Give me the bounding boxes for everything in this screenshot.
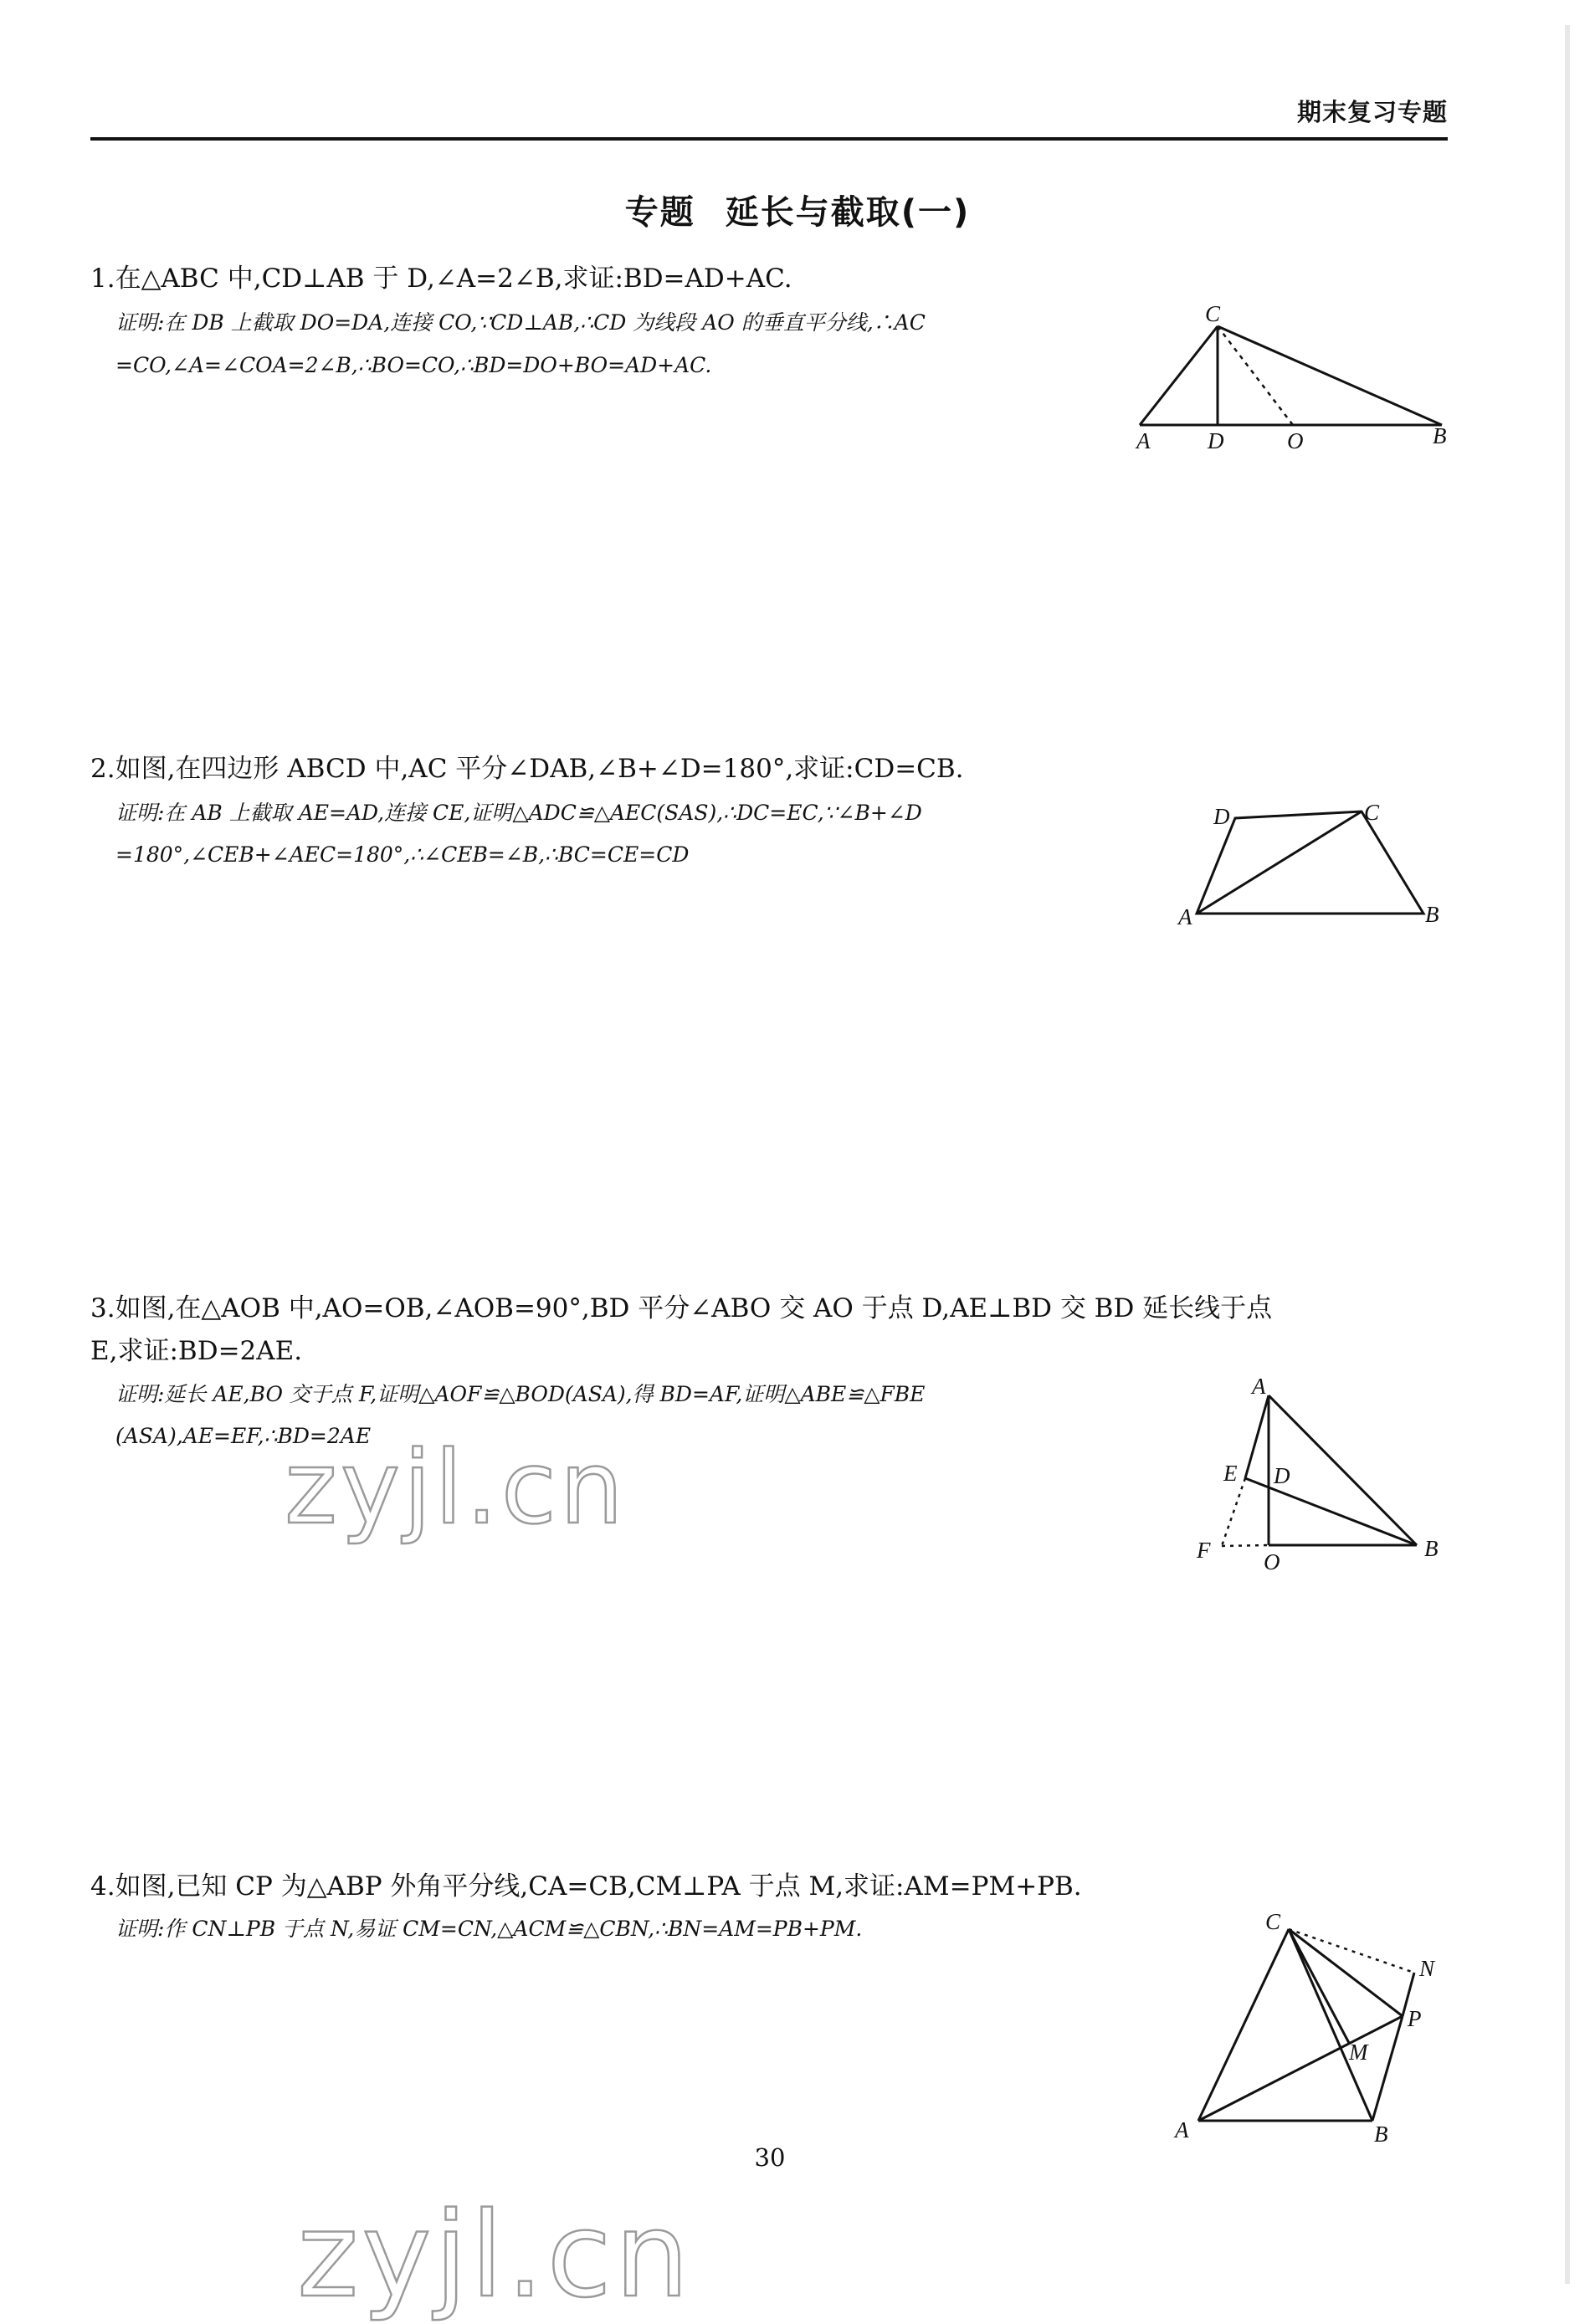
watermark-mid: zyjl.cn	[285, 1431, 627, 1547]
segment-ef-dashed	[1222, 1478, 1245, 1546]
label-d: D	[1208, 428, 1224, 453]
label-c: C	[1364, 800, 1380, 825]
label-a: A	[1136, 428, 1151, 453]
problem-4-proof-line-1: 证明:作 CN⊥PB 于点 N,易证 CM=CN,△ACM≌△CBN,∴BN=AM=PB+PM.	[115, 1917, 863, 1941]
segment-ca	[1198, 1929, 1289, 2121]
title-prefix: 专题	[624, 193, 695, 232]
problem-2-proof-line-1: 证明:在 AB 上截取 AE=AD,连接 CE,证明△ADC≌△AEC(SAS),∴DC=EC,∵∠B+∠D	[115, 801, 922, 825]
problem-1-proof-line-1: 证明:在 DB 上截取 DO=DA,连接 CO,∵CD⊥AB,∴CD 为线段 AO 的垂直平分线,∴AC	[115, 310, 926, 335]
segment-cb	[1218, 326, 1442, 425]
problem-3-proof-line-2: (ASA),AE=EF,∴BD=2AE	[115, 1424, 372, 1448]
segment-co-dashed	[1218, 326, 1293, 425]
problem-4-question: 4.如图,已知 CP 为△ABP 外角平分线,CA=CB,CM⊥PA 于点 M,求证:AM=PM+PB.	[90, 1871, 1082, 1902]
header-section-label: 期末复习专题	[1296, 98, 1448, 126]
problem-3-question-line-2: E,求证:BD=2AE.	[90, 1336, 303, 1366]
label-m: M	[1349, 2040, 1368, 2065]
segment-cb	[1289, 1929, 1372, 2121]
label-b: B	[1425, 902, 1439, 927]
label-a: A	[1252, 1374, 1266, 1399]
segment-eb	[1245, 1478, 1417, 1545]
label-o: O	[1264, 1549, 1280, 1574]
problem-2-question: 2.如图,在四边形 ABCD 中,AC 平分∠DAB,∠B+∠D=180°,求证:CD=CB.	[90, 754, 964, 784]
problem-1-proof-line-2: =CO,∠A=∠COA=2∠B,∴BO=CO,∴BD=DO+BO=AD+AC.	[115, 353, 712, 377]
problem-1-figure	[1121, 301, 1473, 460]
segment-ap	[1198, 2016, 1403, 2121]
problem-3-proof-line-1: 证明:延长 AE,BO 交于点 F,证明△AOF≌△BOD(ASA),得 BD=AF,证明△ABE≌△FBE	[115, 1382, 926, 1406]
label-a: A	[1175, 2117, 1189, 2142]
segment-cm	[1289, 1929, 1349, 2043]
header-rule	[90, 137, 1448, 141]
quadrilateral-abcd	[1197, 811, 1423, 914]
segment-ab	[1269, 1395, 1417, 1545]
label-b: B	[1424, 1536, 1439, 1561]
label-p: P	[1408, 2006, 1422, 2031]
page-number: 30	[754, 2143, 786, 2172]
label-c: C	[1205, 301, 1221, 326]
segment-ac	[1140, 326, 1218, 425]
segment-fo-dashed	[1222, 1545, 1269, 1546]
problem-3-question-line-1: 3.如图,在△AOB 中,AO=OB,∠AOB=90°,BD 平分∠ABO 交 AO 于点 D,AE⊥BD 交 BD 延长线于点	[90, 1293, 1273, 1323]
problem-2-proof-line-2: =180°,∠CEB+∠AEC=180°,∴∠CEB=∠B,∴BC=CE=CD	[115, 842, 690, 867]
page-edge-shadow	[1565, 25, 1570, 2284]
label-o: O	[1287, 428, 1304, 453]
title-main: 延长与截取(一)	[725, 193, 971, 232]
label-f: F	[1197, 1538, 1211, 1563]
label-a: A	[1178, 904, 1192, 929]
problem-4-figure	[1163, 1899, 1473, 2150]
segment-ae	[1245, 1395, 1269, 1478]
label-b: B	[1374, 2122, 1388, 2147]
watermark-bottom: zyjl.cn	[297, 2188, 693, 2324]
label-c: C	[1265, 1909, 1281, 1934]
label-e: E	[1223, 1461, 1238, 1486]
problem-3-figure	[1180, 1372, 1456, 1581]
problem-1-question: 1.在△ABC 中,CD⊥AB 于 D,∠A=2∠B,求证:BD=AD+AC.	[90, 264, 792, 294]
segment-pb	[1372, 2016, 1403, 2121]
problem-2-figure	[1163, 795, 1464, 937]
label-d: D	[1213, 804, 1230, 829]
label-d: D	[1274, 1463, 1290, 1488]
label-b: B	[1433, 423, 1447, 448]
label-n: N	[1419, 1956, 1435, 1981]
segment-cp	[1289, 1929, 1403, 2016]
page-title	[0, 186, 1595, 233]
